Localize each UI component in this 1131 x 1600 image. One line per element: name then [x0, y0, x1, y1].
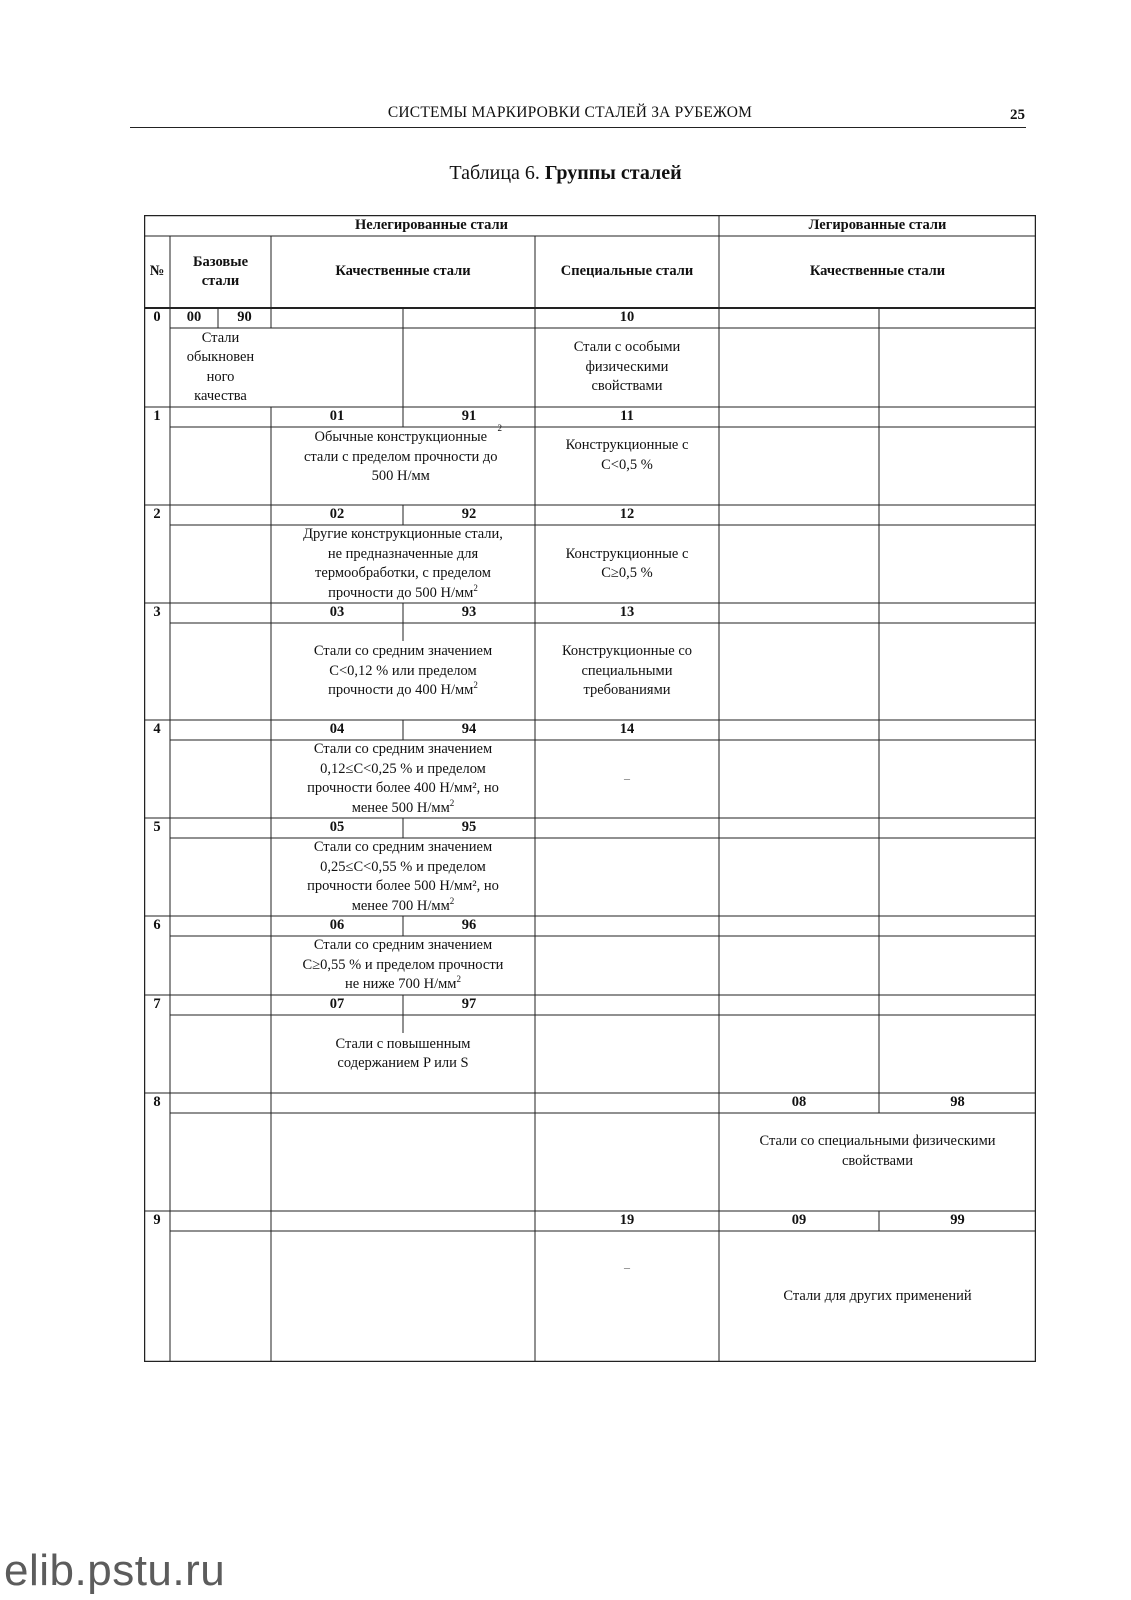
- header-base-steels: Базовые стали: [192, 253, 249, 289]
- code-cell: 13: [619, 604, 635, 621]
- description-cell: [271, 936, 535, 995]
- code-cell: 14: [619, 721, 635, 738]
- description-cell: Стали с повышенным содержанием P или S: [335, 1035, 471, 1071]
- table-caption-title: Группы сталей: [544, 162, 682, 184]
- header-quality-steels: Качественные стали: [335, 263, 471, 280]
- header-special-steels: Специальные стали: [560, 263, 694, 280]
- header-rule: [130, 127, 1026, 128]
- superscript-2: 2: [473, 582, 478, 593]
- description-cell: [271, 623, 535, 720]
- description-cell: Обычные конструкционные стали с пределом прочности до 500 Н/мм 2: [271, 427, 535, 505]
- description-cell: Конструкционные с C≥0,5 %: [565, 545, 689, 581]
- description-cell: Конструкционные с C<0,5 %: [565, 437, 689, 473]
- code-cell: 19: [619, 1212, 635, 1229]
- code-cell: 00: [186, 309, 202, 326]
- code-cell: 94: [461, 721, 477, 738]
- description-text: Стали со средним значением 0,25≤C<0,55 % и пределом прочности более 500 Н/мм², но менее 700 Н/мм: [307, 839, 499, 914]
- superscript-2: 2: [473, 680, 478, 691]
- code-cell: 92: [461, 506, 477, 523]
- row-number: 1: [153, 408, 161, 425]
- running-header-title: СИСТЕМЫ МАРКИРОВКИ СТАЛЕЙ ЗА РУБЕЖОМ: [387, 104, 753, 121]
- row-number: 7: [153, 996, 161, 1013]
- row-number: 6: [153, 917, 161, 934]
- code-cell: 05: [329, 819, 345, 836]
- table-caption: [0, 162, 1131, 185]
- table-caption-prefix: Таблица 6.: [449, 162, 545, 184]
- code-cell: 08: [791, 1094, 807, 1111]
- code-cell: 95: [461, 819, 477, 836]
- site-watermark: elib.pstu.ru: [4, 1546, 226, 1595]
- description-cell: [271, 838, 535, 916]
- description-cell: Стали со специальными физическими свойствами: [759, 1133, 996, 1169]
- superscript-2: 2: [449, 797, 455, 808]
- description-cell: [271, 525, 535, 603]
- row-number: 9: [153, 1212, 161, 1229]
- description-cell: –: [624, 1260, 630, 1274]
- code-cell: 93: [461, 604, 477, 621]
- row-number: 3: [153, 604, 161, 621]
- description-cell: Стали обыкновен ного качества: [186, 329, 255, 404]
- description-cell: [271, 740, 535, 818]
- description-text: Обычные конструкционные стали с пределом прочности до 500 Н/мм: [303, 429, 498, 484]
- description-cell: Стали для других применений: [783, 1287, 972, 1304]
- code-cell: 06: [329, 917, 345, 934]
- header-alloyed-steels: Легированные стали: [808, 216, 947, 233]
- superscript-2: 2: [456, 974, 461, 985]
- description-text: Стали со средним значением 0,12≤C<0,25 % и пределом прочности более 400 Н/мм², но менее 500 Н/мм: [307, 741, 499, 816]
- code-cell: 02: [329, 506, 345, 523]
- header-number: №: [149, 263, 165, 280]
- description-cell: Конструкционные со специальными требованиями: [561, 643, 693, 699]
- code-cell: 03: [329, 604, 345, 621]
- code-cell: 97: [461, 996, 477, 1013]
- code-cell: 12: [619, 506, 635, 523]
- description-text: Стали со средним значением C<0,12 % или пределом прочности до 400 Н/мм: [313, 643, 493, 699]
- description-text: Другие конструкционные стали, не предназначенные для термообработки, с пределом прочности до 500 Н/мм: [303, 526, 503, 601]
- steel-groups-table: [144, 215, 1036, 1362]
- code-cell: 90: [237, 309, 252, 326]
- row-number: 8: [153, 1094, 161, 1111]
- superscript-2: 2: [449, 895, 455, 906]
- row-number: 5: [153, 819, 161, 836]
- code-cell: 96: [461, 917, 477, 934]
- row-number: 0: [153, 309, 161, 326]
- row-number: 4: [153, 721, 161, 738]
- code-cell: 01: [329, 408, 345, 425]
- code-cell: 98: [950, 1094, 965, 1111]
- code-cell: 11: [620, 408, 634, 425]
- header-unalloyed-steels: Нелегированные стали: [355, 216, 508, 233]
- description-text: Стали со средним значением C≥0,55 % и пределом прочности не ниже 700 Н/мм: [302, 937, 504, 993]
- page-number: 25: [1010, 107, 1025, 123]
- code-cell: 09: [791, 1212, 807, 1229]
- description-cell: Стали с особыми физическими свойствами: [573, 339, 681, 395]
- header-alloyed-quality-steels: Качественные стали: [809, 263, 946, 280]
- row-number: 2: [153, 506, 161, 523]
- code-cell: 91: [461, 408, 477, 425]
- code-cell: 99: [950, 1212, 965, 1229]
- code-cell: 07: [329, 996, 345, 1013]
- code-cell: 10: [619, 309, 635, 326]
- code-cell: 04: [329, 721, 345, 738]
- description-cell: –: [624, 771, 630, 785]
